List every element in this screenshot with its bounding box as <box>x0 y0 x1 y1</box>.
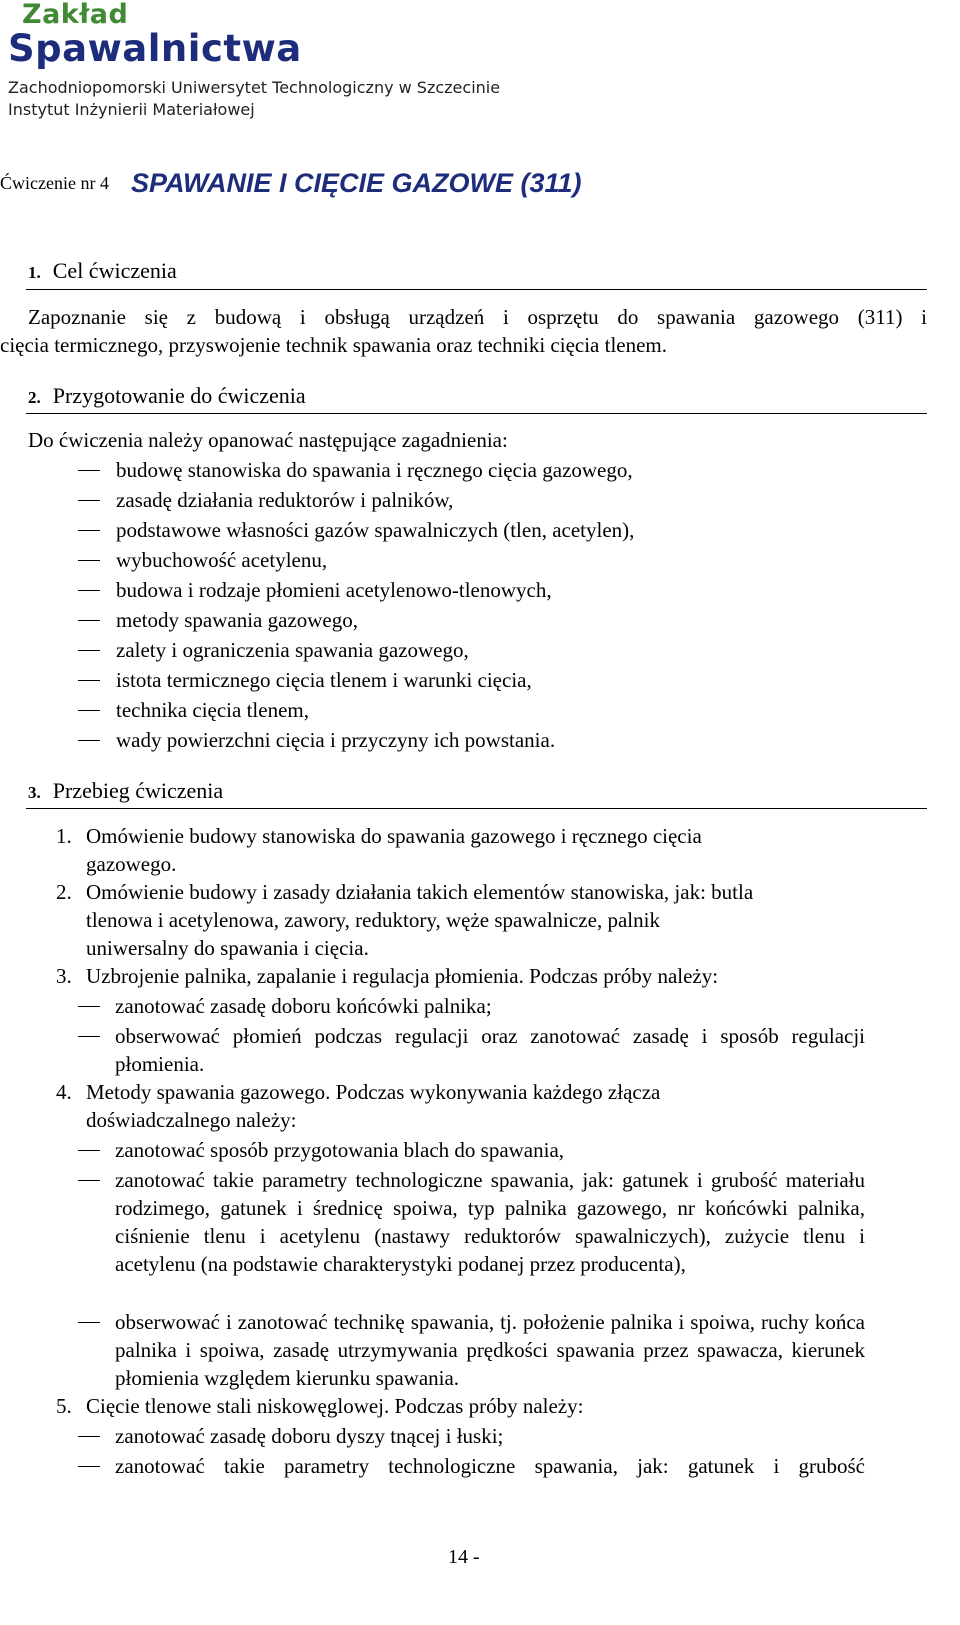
dash-bullet-icon <box>78 1322 100 1323</box>
exercise-number: Ćwiczenie nr 4 <box>0 173 109 193</box>
page-number: 14 - <box>448 1546 480 1568</box>
section-heading-procedure <box>28 778 223 804</box>
step-text-line: gazowego. <box>86 852 177 876</box>
dash-bullet-icon <box>78 530 100 531</box>
step-number: 4. <box>56 1080 72 1104</box>
dash-bullet-icon <box>78 710 100 711</box>
section-divider <box>26 289 927 290</box>
dash-bullet-icon <box>78 1006 100 1007</box>
preparation-topics-list <box>78 455 634 755</box>
section-divider <box>26 808 927 809</box>
list-item: budowę stanowiska do spawania i ręcznego cięcia gazowego, <box>78 455 634 485</box>
dash-bullet-icon <box>78 1180 100 1181</box>
section-title: Cel ćwiczenia <box>52 258 177 283</box>
dash-bullet-icon <box>78 470 100 471</box>
list-item: wybuchowość acetylenu, <box>78 545 634 575</box>
dash-bullet-icon <box>78 740 100 741</box>
preparation-intro: Do ćwiczenia należy opanować następujące zagadnienia: <box>28 428 508 452</box>
dash-bullet-icon <box>78 500 100 501</box>
step-number: 5. <box>56 1394 72 1418</box>
step-text-line: uniwersalny do spawania i cięcia. <box>86 936 369 960</box>
logo-text-zaklad: Zakład <box>22 0 129 30</box>
section-heading-preparation <box>28 383 306 409</box>
step-text-line: doświadczalnego należy: <box>86 1108 297 1132</box>
goal-paragraph-line1: Zapoznanie się z budową i obsługą urządzeń i osprzętu do spawania gazowego (311) i <box>28 305 927 329</box>
dash-bullet-icon <box>78 1436 100 1437</box>
list-item: budowa i rodzaje płomieni acetylenowo-tlenowych, <box>78 575 634 605</box>
exercise-title: SPAWANIE I CIĘCIE GAZOWE (311) <box>130 168 582 198</box>
list-item: podstawowe własności gazów spawalniczych (tlen, acetylen), <box>78 515 634 545</box>
goal-paragraph-line2: cięcia termicznego, przyswojenie technik spawania oraz techniki cięcia tlenem. <box>0 333 668 357</box>
list-item: metody spawania gazowego, <box>78 605 634 635</box>
section-heading-goal <box>28 258 177 284</box>
list-item: technika cięcia tlenem, <box>78 695 634 725</box>
section-number: 3. <box>28 783 41 802</box>
step-number: 3. <box>56 964 72 988</box>
institute-name: Instytut Inżynierii Materiałowej <box>8 100 255 119</box>
list-item: istota termicznego cięcia tlenem i warunki cięcia, <box>78 665 634 695</box>
step-text-line: Omówienie budowy stanowiska do spawania gazowego i ręcznego cięcia <box>86 824 702 848</box>
step-text-line: Cięcie tlenowe stali niskowęglowej. Podczas próby należy: <box>86 1394 584 1418</box>
step-text-line: tlenowa i acetylenowa, zawory, reduktory, węże spawalnicze, palnik <box>86 908 660 932</box>
dash-bullet-icon <box>78 620 100 621</box>
dash-bullet-icon <box>78 1036 100 1037</box>
list-item: wady powierzchni cięcia i przyczyny ich powstania. <box>78 725 634 755</box>
dash-bullet-icon <box>78 590 100 591</box>
step-text-line: Omówienie budowy i zasady działania takich elementów stanowiska, jak: butla <box>86 880 754 904</box>
list-item: zalety i ograniczenia spawania gazowego, <box>78 635 634 665</box>
section-number: 2. <box>28 388 41 407</box>
department-logo <box>8 0 302 68</box>
step-text-line: Uzbrojenie palnika, zapalanie i regulacja płomienia. Podczas próby należy: <box>86 964 719 988</box>
dash-bullet-icon <box>78 1466 100 1467</box>
section-title: Przebieg ćwiczenia <box>52 778 224 803</box>
exercise-heading <box>0 168 582 199</box>
dash-bullet-icon <box>78 650 100 651</box>
step-number: 1. <box>56 824 72 848</box>
section-title: Przygotowanie do ćwiczenia <box>52 383 306 408</box>
logo-text-spawalnictwa: Spawalnictwa <box>8 27 302 70</box>
dash-bullet-icon <box>78 560 100 561</box>
dash-bullet-icon <box>78 1150 100 1151</box>
section-divider <box>26 413 927 414</box>
section-number: 1. <box>28 263 41 282</box>
step-text-line: Metody spawania gazowego. Podczas wykonywania każdego złącza <box>86 1080 661 1104</box>
step-number: 2. <box>56 880 72 904</box>
university-name: Zachodniopomorski Uniwersytet Technologiczny w Szczecinie <box>8 78 501 97</box>
dash-bullet-icon <box>78 680 100 681</box>
list-item: zasadę działania reduktorów i palników, <box>78 485 634 515</box>
